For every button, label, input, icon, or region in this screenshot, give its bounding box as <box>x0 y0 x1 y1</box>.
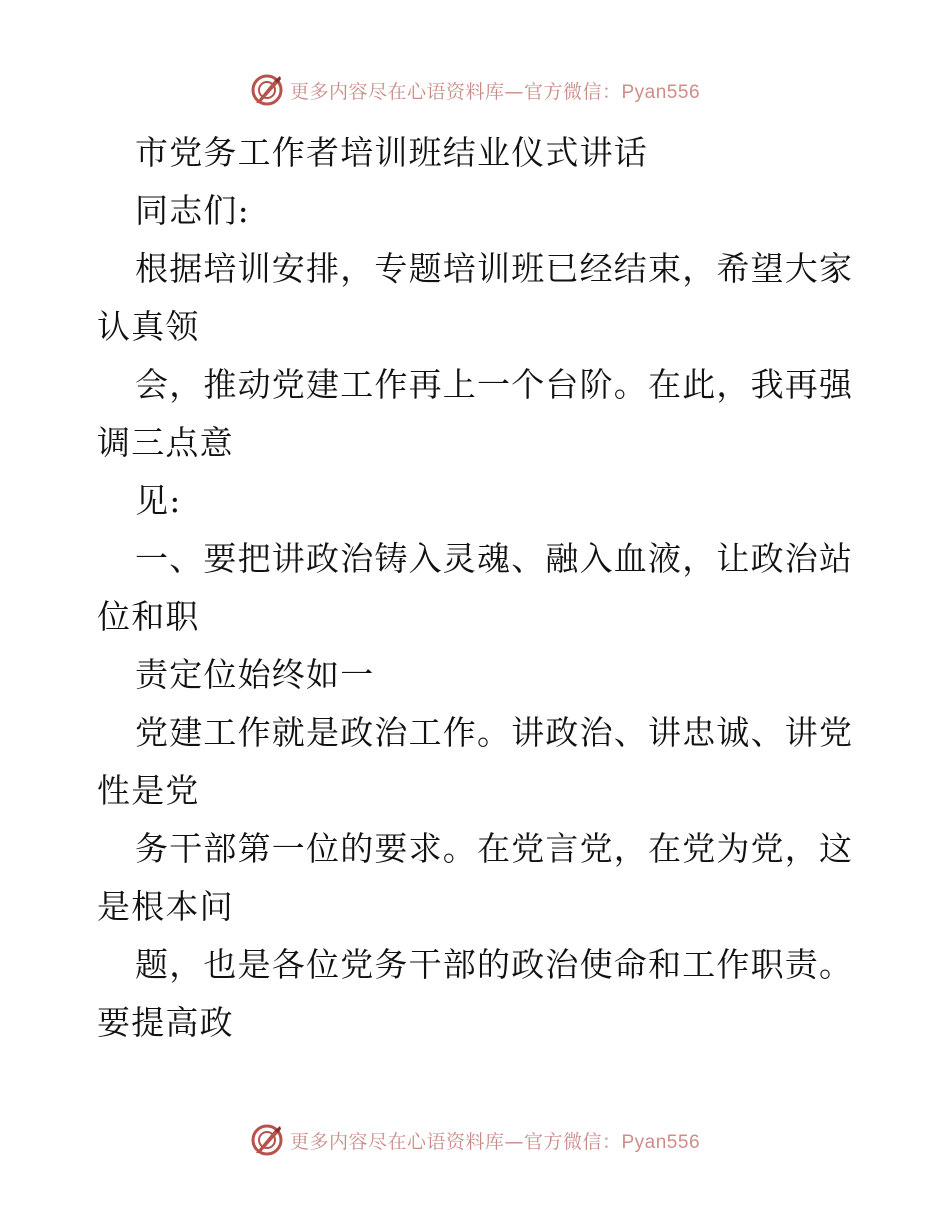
wechat-id: Pyan556 <box>621 81 701 103</box>
document-line: 市党务工作者培训班结业仪式讲话 <box>135 133 648 172</box>
document-line: 一、要把讲政治铸入灵魂、融入血液，让政治站 <box>135 539 854 578</box>
document-line: 同志们: <box>135 191 250 230</box>
document-line: 题，也是各位党务干部的政治使命和工作职责。 <box>135 945 854 984</box>
document-body <box>97 124 857 1052</box>
document-line: 要提高政 <box>97 1003 234 1042</box>
document-line: 认真领 <box>97 307 200 346</box>
document-line: 性是党 <box>97 771 200 810</box>
document-line: 务干部第一位的要求。在党言党，在党为党，这 <box>135 829 854 868</box>
wechat-id: Pyan556 <box>621 1131 701 1153</box>
watermark-text: 更多内容尽在心语资料库—官方微信：Pyan556 <box>289 80 701 103</box>
footer-watermark <box>0 1120 950 1160</box>
document-line: 责定位始终如一 <box>135 655 375 694</box>
document-line: 会，推动党建工作再上一个台阶。在此，我再强 <box>135 365 854 404</box>
quill-pen-logo-icon <box>250 1123 284 1157</box>
quill-pen-logo-icon <box>250 73 284 107</box>
document-line: 党建工作就是政治工作。讲政治、讲忠诚、讲党 <box>135 713 854 752</box>
document-line: 根据培训安排，专题培训班已经结束，希望大家 <box>135 249 854 288</box>
document-line: 位和职 <box>97 597 200 636</box>
watermark-text: 更多内容尽在心语资料库—官方微信：Pyan556 <box>289 1130 701 1153</box>
document-line: 是根本问 <box>97 887 234 926</box>
document-line: 见: <box>135 481 182 520</box>
document-line: 调三点意 <box>97 423 234 462</box>
header-watermark <box>0 70 950 110</box>
